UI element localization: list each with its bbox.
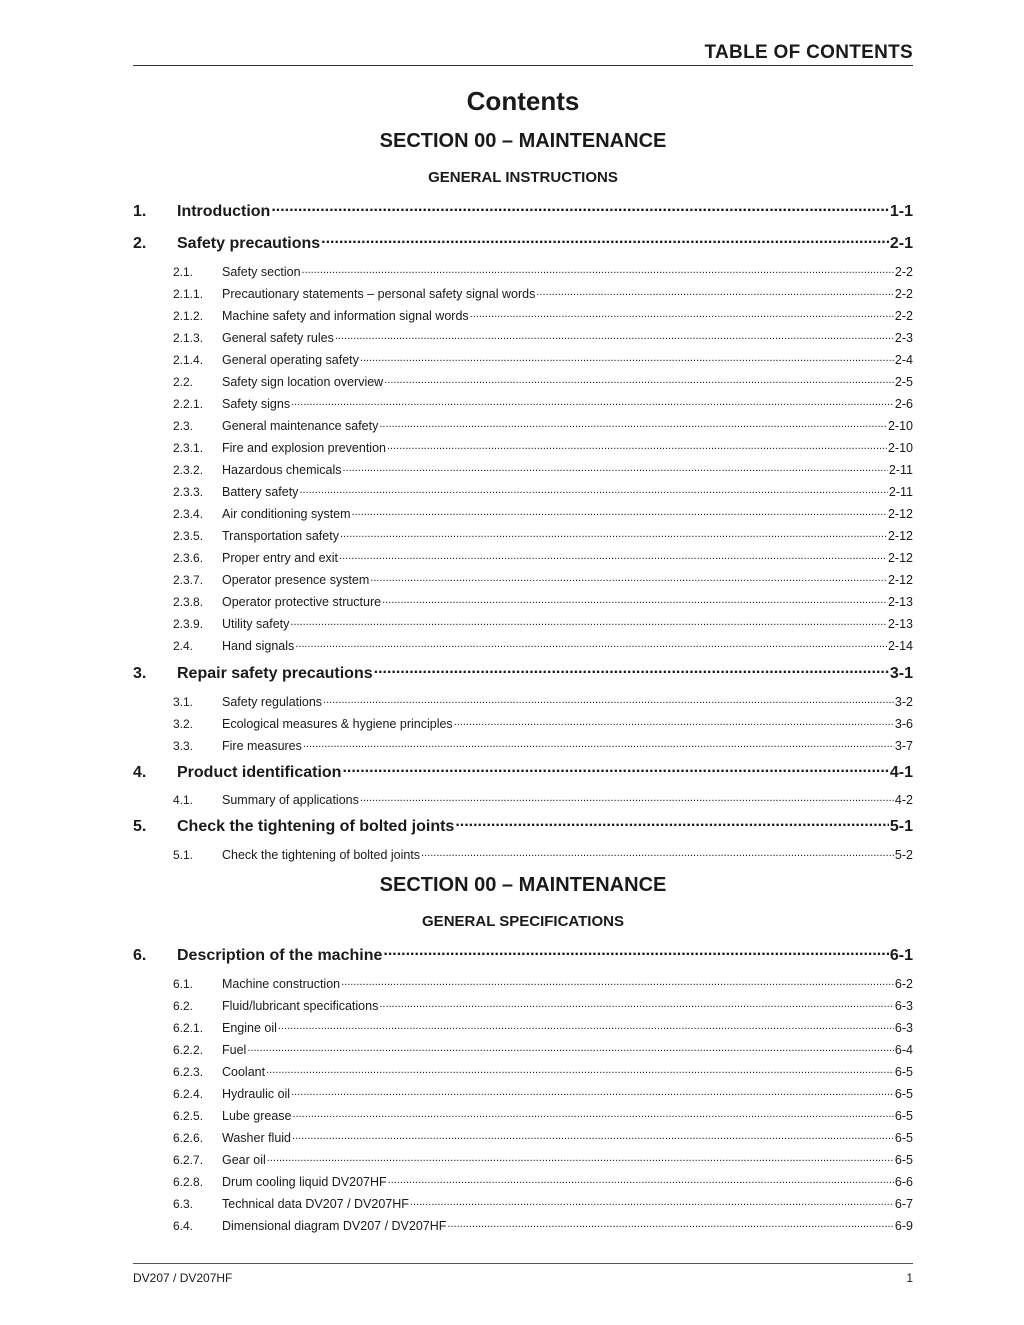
toc-entry-title: Air conditioning system	[222, 506, 351, 521]
toc-entry-page: 6-5	[894, 1064, 913, 1079]
toc-leader-dots	[266, 1063, 894, 1076]
toc-leader-dots	[291, 1085, 894, 1098]
toc-entry-number: 6.2.	[173, 998, 194, 1013]
toc-entry-page: 2-2	[894, 286, 913, 301]
toc-leader-dots	[387, 439, 887, 452]
toc-entry[interactable]	[133, 637, 913, 653]
toc-entry-number: 2.4.	[173, 638, 194, 653]
toc-entry-page: 2-11	[888, 484, 913, 499]
toc-entry[interactable]	[133, 1063, 913, 1079]
toc-entry-page: 3-1	[889, 665, 913, 682]
toc-leader-dots	[447, 1217, 894, 1230]
toc-entry-number: 1.	[133, 203, 147, 220]
toc-entry-number: 6.2.2.	[173, 1042, 204, 1057]
toc-entry-title: Introduction	[177, 203, 271, 220]
toc-entry-page: 2-6	[894, 396, 913, 411]
toc-leader-dots	[267, 1151, 894, 1164]
toc-entry-title: Washer fluid	[222, 1130, 292, 1145]
toc-entry[interactable]	[133, 483, 913, 499]
toc-entry[interactable]	[133, 307, 913, 323]
toc-entry-number: 3.1.	[173, 694, 194, 709]
toc-entry-number: 6.2.6.	[173, 1130, 204, 1145]
toc-entry[interactable]	[133, 439, 913, 455]
toc-leader-dots	[302, 263, 894, 276]
toc-entry-title: Check the tightening of bolted joints	[177, 818, 455, 835]
toc-entry-title: Description of the machine	[177, 947, 383, 964]
toc-entry-title: Technical data DV207 / DV207HF	[222, 1196, 409, 1211]
toc-entry-page: 2-12	[887, 550, 913, 565]
toc-entry-page: 6-6	[894, 1174, 913, 1189]
footer-page-number: 1	[906, 1271, 913, 1285]
toc-leader-dots	[379, 997, 894, 1010]
toc-entry-page: 2-14	[887, 638, 913, 653]
toc-entry-title: Hazardous chemicals	[222, 462, 342, 477]
toc-entry[interactable]	[133, 815, 913, 836]
toc-entry[interactable]	[133, 593, 913, 609]
toc-entry[interactable]	[133, 200, 913, 221]
toc-entry[interactable]	[133, 1151, 913, 1167]
toc-leader-dots	[370, 571, 887, 584]
toc-entry-title: Safety section	[222, 264, 301, 279]
toc-entry-page: 2-4	[894, 352, 913, 367]
toc-entry-page: 6-7	[894, 1196, 913, 1211]
toc-leader-dots	[382, 593, 887, 606]
toc-entry-number: 2.3.9.	[173, 616, 204, 631]
toc-leader-dots	[341, 975, 894, 988]
toc-entry-number: 2.3.2.	[173, 462, 204, 477]
toc-entry-page: 2-13	[887, 616, 913, 631]
toc-entry-number: 4.1.	[173, 792, 194, 807]
footer-model: DV207 / DV207HF	[133, 1271, 233, 1285]
toc-leader-dots	[360, 791, 894, 804]
toc-entry-page: 2-12	[887, 528, 913, 543]
toc-leader-dots	[323, 693, 894, 706]
toc-entry[interactable]	[133, 1085, 913, 1101]
toc-entry-number: 2.3.3.	[173, 484, 204, 499]
toc-entry[interactable]	[133, 232, 913, 253]
toc-entry[interactable]	[133, 662, 913, 683]
toc-entry[interactable]	[133, 715, 913, 731]
toc-entry[interactable]	[133, 1217, 913, 1233]
toc-entry-number: 2.3.1.	[173, 440, 204, 455]
toc-entry-page: 2-3	[894, 330, 913, 345]
toc-leader-dots	[374, 662, 889, 678]
toc-entry-page: 2-12	[887, 506, 913, 521]
toc-entry-number: 3.	[133, 665, 147, 682]
toc-leader-dots	[410, 1195, 894, 1208]
toc-entry-title: Fire and explosion prevention	[222, 440, 386, 455]
toc-entry[interactable]	[133, 285, 913, 301]
footer-rule	[133, 1263, 913, 1264]
toc-entry[interactable]	[133, 997, 913, 1013]
toc-entry-page: 6-9	[894, 1218, 913, 1233]
toc-entry-number: 2.	[133, 235, 147, 252]
toc-entry[interactable]	[133, 329, 913, 345]
header-rule	[133, 65, 913, 66]
toc-entry-number: 2.3.	[173, 418, 194, 433]
toc-entry-number: 2.1.4.	[173, 352, 204, 367]
toc-leader-dots	[343, 461, 888, 474]
toc-entry-number: 2.3.4.	[173, 506, 204, 521]
toc-entry-page: 3-6	[894, 716, 913, 731]
toc-entry[interactable]	[133, 395, 913, 411]
toc-leader-dots	[384, 373, 894, 386]
toc-entry-number: 6.4.	[173, 1218, 194, 1233]
toc-entry-page: 6-5	[894, 1086, 913, 1101]
toc-entry[interactable]	[133, 351, 913, 367]
toc-entry-title: Gear oil	[222, 1152, 266, 1167]
toc-entry[interactable]	[133, 417, 913, 433]
toc-leader-dots	[340, 527, 887, 540]
toc-entry-page: 2-5	[894, 374, 913, 389]
toc-entry-title: Machine safety and information signal words	[222, 308, 469, 323]
toc-entry-title: General safety rules	[222, 330, 334, 345]
toc-entry[interactable]	[133, 373, 913, 389]
section-heading-2: SECTION 00 – MAINTENANCE	[379, 874, 667, 896]
toc-entry-title: Proper entry and exit	[222, 550, 339, 565]
toc-entry-title: Utility safety	[222, 616, 290, 631]
toc-entry-number: 2.3.6.	[173, 550, 204, 565]
toc-entry-title: Fire measures	[222, 738, 302, 753]
toc-entry-title: Summary of applications	[222, 792, 359, 807]
toc-leader-dots	[470, 307, 894, 320]
toc-entry-title: Ecological measures & hygiene principles	[222, 716, 453, 731]
toc-entry-title: Safety precautions	[177, 235, 321, 252]
toc-entry-title: Fluid/lubricant specifications	[222, 998, 379, 1013]
toc-entry-page: 2-12	[887, 572, 913, 587]
toc-entry-number: 2.1.3.	[173, 330, 204, 345]
toc-entry-number: 5.1.	[173, 847, 194, 862]
toc-entry-page: 6-5	[894, 1152, 913, 1167]
toc-leader-dots	[295, 637, 887, 650]
toc-entry-number: 6.2.8.	[173, 1174, 204, 1189]
toc-entry-page: 6-1	[889, 947, 913, 964]
toc-entry[interactable]	[133, 737, 913, 753]
toc-entry-page: 2-10	[887, 440, 913, 455]
toc-entry[interactable]	[133, 1041, 913, 1057]
toc-leader-dots	[292, 1129, 894, 1142]
toc-entry-page: 5-1	[889, 818, 913, 835]
toc-entry-page: 4-1	[889, 764, 913, 781]
toc-entry[interactable]	[133, 944, 913, 965]
toc-entry-number: 3.3.	[173, 738, 194, 753]
toc-entry-title: Repair safety precautions	[177, 665, 373, 682]
toc-entry[interactable]	[133, 1129, 913, 1145]
toc-entry-page: 6-3	[894, 1020, 913, 1035]
toc-leader-dots	[293, 1107, 894, 1120]
toc-entry-page: 2-11	[888, 462, 913, 477]
toc-entry[interactable]	[133, 761, 913, 782]
toc-leader-dots	[388, 1173, 894, 1186]
toc-entry[interactable]	[133, 1173, 913, 1189]
toc-entry-title: Drum cooling liquid DV207HF	[222, 1174, 387, 1189]
toc-entry-number: 6.2.1.	[173, 1020, 204, 1035]
toc-entry-number: 2.2.	[173, 374, 194, 389]
toc-entry-number: 2.3.7.	[173, 572, 204, 587]
toc-leader-dots	[291, 395, 894, 408]
toc-entry-title: Fuel	[222, 1042, 247, 1057]
toc-entry-number: 6.2.3.	[173, 1064, 204, 1079]
toc-entry-page: 6-4	[894, 1042, 913, 1057]
toc-leader-dots	[360, 351, 894, 364]
toc-entry-page: 4-2	[894, 792, 913, 807]
contents-title: Contents	[466, 86, 580, 116]
toc-entry-title: Engine oil	[222, 1020, 277, 1035]
toc-entry[interactable]	[133, 1019, 913, 1035]
toc-entry[interactable]	[133, 549, 913, 565]
toc-entry-title: Precautionary statements – personal safety signal words	[222, 286, 536, 301]
toc-entry[interactable]	[133, 263, 913, 279]
toc-leader-dots	[321, 232, 889, 248]
toc-leader-dots	[383, 944, 889, 960]
toc-entry-title: Machine construction	[222, 976, 341, 991]
toc-leader-dots	[421, 846, 894, 859]
toc-entry-title: Lube grease	[222, 1108, 292, 1123]
toc-entry[interactable]	[133, 527, 913, 543]
toc-entry-page: 2-13	[887, 594, 913, 609]
toc-entry-page: 3-7	[894, 738, 913, 753]
toc-entry-number: 6.2.4.	[173, 1086, 204, 1101]
section-subheading-2: GENERAL SPECIFICATIONS	[422, 913, 624, 930]
toc-entry-title: Coolant	[222, 1064, 266, 1079]
toc-entry-title: General operating safety	[222, 352, 359, 367]
toc-leader-dots	[455, 815, 889, 831]
section-heading-1: SECTION 00 – MAINTENANCE	[379, 130, 667, 152]
toc-entry-number: 2.1.	[173, 264, 194, 279]
toc-entry-title: Operator protective structure	[222, 594, 382, 609]
toc-entry-number: 6.2.7.	[173, 1152, 204, 1167]
toc-leader-dots	[303, 737, 894, 750]
toc-leader-dots	[536, 285, 894, 298]
toc-entry-page: 2-2	[894, 264, 913, 279]
toc-entry[interactable]	[133, 975, 913, 991]
toc-entry-page: 6-5	[894, 1108, 913, 1123]
toc-entry-page: 1-1	[889, 203, 913, 220]
toc-entry-title: Product identification	[177, 764, 342, 781]
toc-entry-number: 6.2.5.	[173, 1108, 204, 1123]
toc-entry[interactable]	[133, 693, 913, 709]
toc-entry-title: Hydraulic oil	[222, 1086, 291, 1101]
toc-leader-dots	[278, 1019, 894, 1032]
toc-entry[interactable]	[133, 571, 913, 587]
toc-entry[interactable]	[133, 461, 913, 477]
toc-leader-dots	[379, 417, 887, 430]
toc-entry[interactable]	[133, 791, 913, 807]
toc-leader-dots	[352, 505, 887, 518]
toc-entry-title: Safety signs	[222, 396, 291, 411]
toc-entry-number: 3.2.	[173, 716, 194, 731]
toc-leader-dots	[454, 715, 894, 728]
toc-entry[interactable]	[133, 1107, 913, 1123]
toc-entry-title: Safety regulations	[222, 694, 323, 709]
section-subheading-1: GENERAL INSTRUCTIONS	[428, 169, 618, 186]
toc-entry-page: 2-2	[894, 308, 913, 323]
toc-entry-number: 4.	[133, 764, 147, 781]
toc-entry-page: 6-3	[894, 998, 913, 1013]
toc-leader-dots	[271, 200, 889, 216]
toc-entry-number: 6.	[133, 947, 147, 964]
toc-entry-number: 6.3.	[173, 1196, 194, 1211]
toc-entry-page: 2-10	[887, 418, 913, 433]
toc-entry-number: 2.3.5.	[173, 528, 204, 543]
toc-entry-number: 2.2.1.	[173, 396, 204, 411]
header-title: TABLE OF CONTENTS	[704, 42, 913, 63]
toc-entry-title: General maintenance safety	[222, 418, 379, 433]
toc-entry-number: 2.3.8.	[173, 594, 204, 609]
toc-entry-page: 3-2	[894, 694, 913, 709]
toc-entry-number: 6.1.	[173, 976, 194, 991]
toc-entry[interactable]	[133, 1195, 913, 1211]
toc-entry-number: 2.1.2.	[173, 308, 204, 323]
toc-entry-title: Dimensional diagram DV207 / DV207HF	[222, 1218, 447, 1233]
toc-entry-page: 6-5	[894, 1130, 913, 1145]
toc-leader-dots	[290, 615, 887, 628]
toc-entry-page: 6-2	[894, 976, 913, 991]
toc-entry-title: Transportation safety	[222, 528, 339, 543]
toc-leader-dots	[342, 761, 888, 777]
toc-entry-number: 5.	[133, 818, 147, 835]
toc-entry[interactable]	[133, 615, 913, 631]
toc-entry[interactable]	[133, 505, 913, 521]
toc-entry-title: Hand signals	[222, 638, 295, 653]
toc-leader-dots	[299, 483, 887, 496]
toc-entry[interactable]	[133, 846, 913, 862]
toc-entry-title: Battery safety	[222, 484, 299, 499]
toc-leader-dots	[247, 1041, 894, 1054]
toc-entry-title: Check the tightening of bolted joints	[222, 847, 421, 862]
toc-entry-page: 5-2	[894, 847, 913, 862]
toc-entry-page: 2-1	[889, 235, 913, 252]
toc-entry-number: 2.1.1.	[173, 286, 204, 301]
toc-entry-title: Operator presence system	[222, 572, 370, 587]
toc-entry-title: Safety sign location overview	[222, 374, 384, 389]
toc-leader-dots	[335, 329, 894, 342]
toc-leader-dots	[339, 549, 887, 562]
